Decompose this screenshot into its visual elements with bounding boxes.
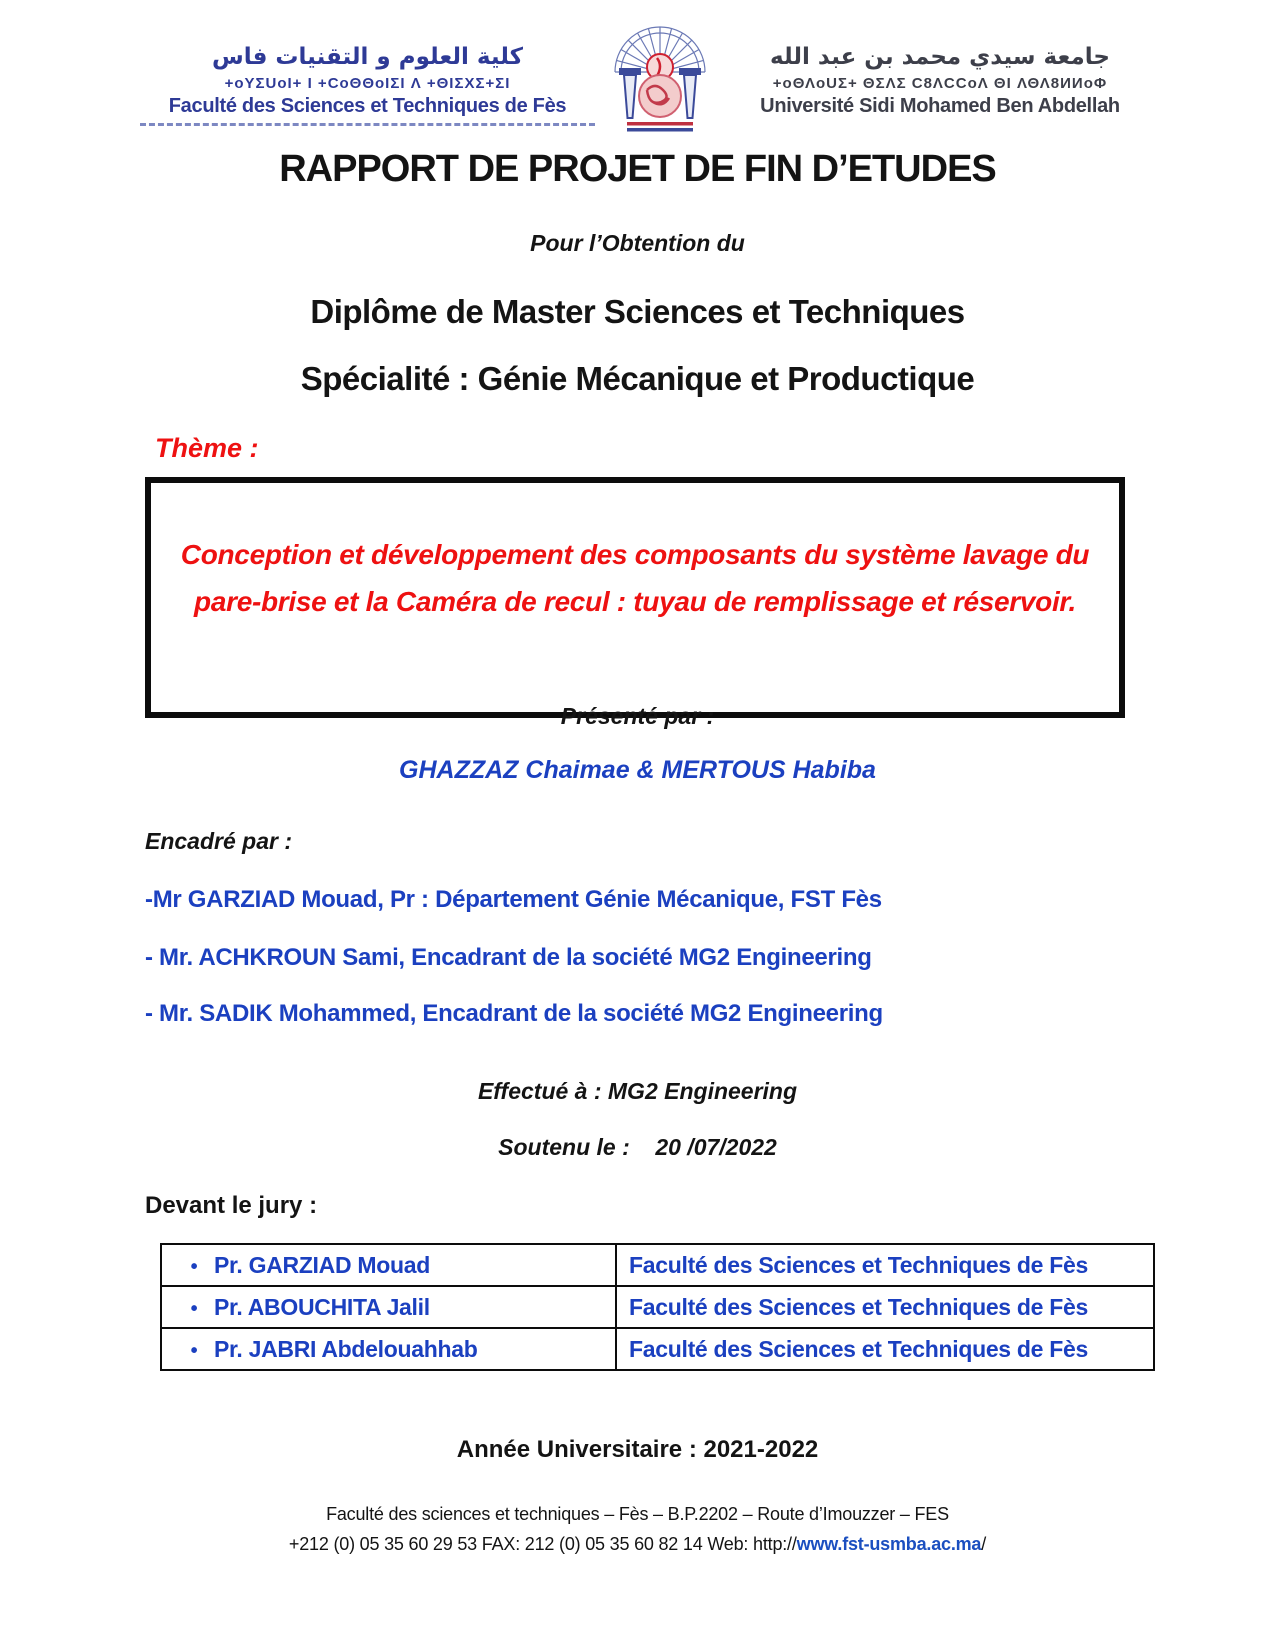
faculty-name-tifinagh: +oYΣUoI+ I +CoΘΘoIΣI Λ +ΘIΣXΣ+ΣI <box>224 75 511 92</box>
website-link[interactable]: www.fst-usmba.ac.ma <box>796 1534 982 1554</box>
jury-name-text: Pr. JABRI Abdelouahhab <box>214 1335 478 1362</box>
performed-at: Effectué à : MG2 Engineering <box>477 1078 798 1104</box>
presented-by-label: Présenté par : <box>560 703 715 729</box>
jury-member-affiliation: Faculté des Sciences et Techniques de Fès <box>616 1286 1154 1328</box>
jury-member-affiliation: Faculté des Sciences et Techniques de Fès <box>616 1328 1154 1370</box>
footer-link-suffix: / <box>981 1534 987 1554</box>
faculty-name-french: Faculté des Sciences et Techniques de Fès <box>140 94 595 126</box>
supervised-by-label: Encadré par : <box>145 828 292 854</box>
faculty-name-arabic: كلية العلوم و التقنيات فاس <box>211 44 524 70</box>
bullet-icon: • <box>190 1297 198 1320</box>
theme-box <box>145 477 1125 718</box>
jury-row <box>161 1244 1154 1286</box>
report-title: RAPPORT DE PROJET DE FIN D’ETUDES <box>279 148 996 190</box>
jury-label: Devant le jury : <box>145 1192 318 1219</box>
footer-address: Faculté des sciences et techniques – Fès – B.P.2202 – Route d’Imouzzer – FES <box>326 1504 949 1524</box>
presented-by-names: GHAZZAZ Chaimae & MERTOUS Habiba <box>399 756 876 784</box>
theme-text-line2: pare-brise et la Caméra de recul : tuyau de remplissage et réservoir. <box>194 586 1076 617</box>
jury-table <box>160 1243 1155 1371</box>
university-name-tifinagh: +oΘΛoUΣ+ ΘΣΛΣ C8ΛCCoΛ ΘI ΛΘΛ8ИИoΦ <box>772 75 1108 92</box>
footer-contact <box>0 1534 1275 1555</box>
bullet-icon: • <box>190 1339 198 1362</box>
university-name-french: Université Sidi Mohamed Ben Abdellah <box>760 95 1120 117</box>
theme-text-line1: Conception et développement des composants du système lavage du <box>180 539 1090 570</box>
defended-on: Soutenu le : 20 /07/2022 <box>498 1134 777 1160</box>
faculty-header-block <box>140 42 595 126</box>
university-emblem-graphic <box>597 12 723 136</box>
jury-member-name <box>161 1244 616 1286</box>
academic-year: Année Universitaire : 2021-2022 <box>456 1436 819 1463</box>
supervisor-line-1: -Mr GARZIAD Mouad, Pr : Département Génie Mécanique, FST Fès <box>145 886 882 913</box>
supervisor-line-2: - Mr. ACHKROUN Sami, Encadrant de la société MG2 Engineering <box>145 944 872 971</box>
bullet-icon: • <box>190 1255 198 1278</box>
jury-member-affiliation: Faculté des Sciences et Techniques de Fès <box>616 1244 1154 1286</box>
supervisor-line-3: - Mr. SADIK Mohammed, Encadrant de la société MG2 Engineering <box>145 1000 883 1027</box>
specialty-title: Spécialité : Génie Mécanique et Productique <box>300 360 975 397</box>
obtention-subtitle: Pour l’Obtention du <box>530 230 745 256</box>
jury-row <box>161 1286 1154 1328</box>
jury-name-text: Pr. ABOUCHITA Jalil <box>214 1293 430 1320</box>
jury-member-name <box>161 1328 616 1370</box>
university-logo-icon <box>597 12 723 136</box>
jury-row <box>161 1328 1154 1370</box>
footer-phone-text: +212 (0) 05 35 60 29 53 FAX: 212 (0) 05 35 60 82 14 Web: http:// <box>288 1534 797 1554</box>
jury-name-text: Pr. GARZIAD Mouad <box>214 1251 430 1278</box>
theme-label: Thème : <box>155 433 259 463</box>
jury-member-name <box>161 1286 616 1328</box>
diploma-title: Diplôme de Master Sciences et Techniques <box>310 293 965 330</box>
university-name-arabic: جامعة سيدي محمد بن عبد الله <box>770 44 1110 70</box>
university-header-block <box>725 42 1155 118</box>
